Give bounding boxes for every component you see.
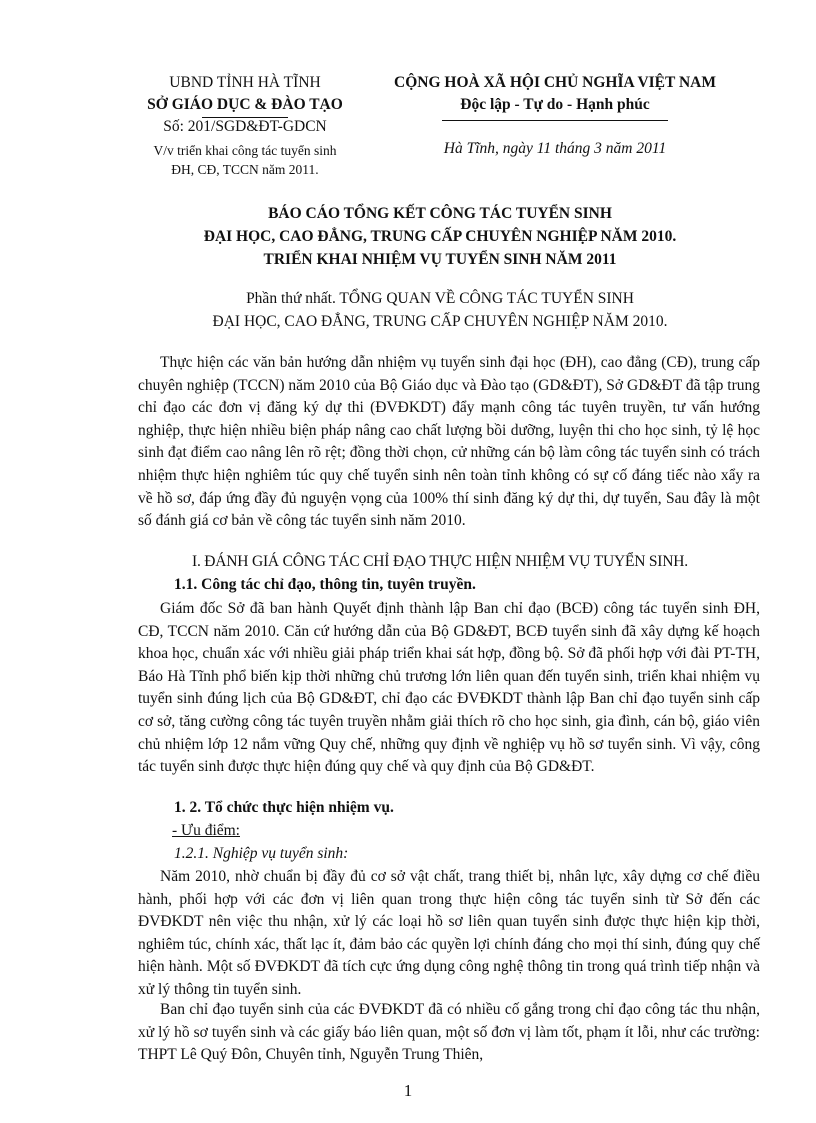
report-title-line-3: TRIỂN KHAI NHIỆM VỤ TUYỂN SINH NĂM 2011 bbox=[263, 251, 617, 268]
section-1-2-1-paragraph: Năm 2010, nhờ chuẩn bị đầy đủ cơ sở vật chất, trang thiết bị, nhân lực, xây dựng cơ chế điều hành, phối hợp với các đơn vị liên quan trong thực hiện công tác tuyển sinh từ Sở đến các ĐVĐKDT nên việc thu nhận, xử lý các loại hồ sơ liên quan tuyển sinh được thực hiện kịp thời, nghiêm túc, chính xác, thất lạc ít, đảm bảo các quyền lợi chính đáng cho mọi thí sinh, đúng quy chế hiện hành. Một số ĐVĐKDT đã tích cực ứng dụng công nghệ thông tin trong quá trình tiếp nhận và xử lý thông tin tuyển sinh. bbox=[138, 868, 760, 998]
header-right-rule bbox=[442, 120, 668, 121]
department-name: SỞ GIÁO DỤC & ĐÀO TẠO bbox=[147, 96, 343, 113]
section-1-2-heading: 1. 2. Tổ chức thực hiện nhiệm vụ. bbox=[174, 799, 394, 816]
document-date: Hà Tĩnh, ngày 11 tháng 3 năm 2011 bbox=[443, 140, 667, 157]
part-one-heading-line-2: ĐẠI HỌC, CAO ĐẲNG, TRUNG CẤP CHUYÊN NGHIỆP NĂM 2010. bbox=[212, 313, 668, 330]
section-1-heading: I. ĐÁNH GIÁ CÔNG TÁC CHỈ ĐẠO THỰC HIỆN NHIỆM VỤ TUYỂN SINH. bbox=[192, 553, 688, 570]
part-one-heading-line-1: Phần thứ nhất. TỔNG QUAN VỀ CÔNG TÁC TUYỂN SINH bbox=[246, 290, 634, 307]
advantages-label: - Ưu điểm: bbox=[172, 822, 240, 839]
report-title-line-2: ĐẠI HỌC, CAO ĐẲNG, TRUNG CẤP CHUYÊN NGHIỆP NĂM 2010. bbox=[203, 228, 677, 245]
subject-line-1: V/v triển khai công tác tuyển sinh bbox=[153, 143, 337, 158]
section-1-2-1-paragraph-2: Ban chỉ đạo tuyển sinh của các ĐVĐKDT đã có nhiều cố gắng trong chỉ đạo công tác thu nhận, xử lý hồ sơ tuyển sinh và các giấy báo liên quan, một số đơn vị làm tốt, phạm ít lỗi, như các trường: THPT Lê Quý Đôn, Chuyên tỉnh, Nguyễn Trung Thiên, bbox=[138, 1001, 760, 1064]
subject-line-2: ĐH, CĐ, TCCN năm 2011. bbox=[171, 162, 319, 177]
agency-name: UBND TỈNH HÀ TĨNH bbox=[169, 74, 321, 91]
section-1-2-1-heading: 1.2.1. Nghiệp vụ tuyển sinh: bbox=[174, 845, 349, 862]
national-title: CỘNG HOÀ XÃ HỘI CHỦ NGHĨA VIỆT NAM bbox=[394, 74, 716, 91]
intro-paragraph: Thực hiện các văn bản hướng dẫn nhiệm vụ tuyển sinh đại học (ĐH), cao đẳng (CĐ), trung cấp chuyên nghiệp (TCCN) năm 2010 của Bộ Giáo dục và Đào tạo (GD&ĐT), Sở GD&ĐT đã tập trung chỉ đạo các đơn vị đăng ký dự thi (ĐVĐKDT) đẩy mạnh công tác tuyên truyền, tư vấn hướng nghiệp, thực hiện nhiều biện pháp nâng cao chất lượng bồi dưỡng, luyện thi cho học sinh, tỷ lệ học sinh đạt điểm cao nâng lên rõ rệt; đồng thời chọn, cử những cán bộ làm công tác tuyển sinh có trách nhiệm thực hiện nghiêm túc quy chế tuyển sinh nên toàn tỉnh không có sự cố đáng tiếc nào xẩy ra về hồ sơ, đáp ứng đầy đủ nguyện vọng của 100% thí sinh đăng ký dự thi, dự tuyển, Sau đây là một số đánh giá cơ bản về công tác tuyển sinh năm 2010. bbox=[138, 354, 760, 530]
report-title-line-1: BÁO CÁO TỔNG KẾT CÔNG TÁC TUYỂN SINH bbox=[268, 205, 612, 222]
document-number: Số: 201/SGD&ĐT-GDCN bbox=[163, 118, 327, 135]
section-1-1-paragraph: Giám đốc Sở đã ban hành Quyết định thành lập Ban chỉ đạo (BCĐ) công tác tuyển sinh ĐH, CĐ, TCCN năm 2010. Căn cứ hướng dẫn của Bộ GD&ĐT, BCĐ tuyển sinh đã xây dựng kế hoạch khoa học, chuẩn xác với nhiều giải pháp triển khai sát hợp, đồng bộ. Sở đã phối hợp với đài PT-TH, Báo Hà Tĩnh phổ biến kịp thời những chủ trương lớn liên quan đến tuyển sinh, triển khai nhiệm vụ tuyển sinh đúng lịch của Bộ GD&ĐT, chỉ đạo các ĐVĐKDT thành lập Ban chỉ đạo tuyển sinh cấp cơ sở, tăng cường công tác tuyên truyền nhằm giải thích rõ cho học sinh, gia đình, cán bộ, giáo viên chủ nhiệm lớp 12 nắm vững Quy chế, những quy định về nghiệp vụ hồ sơ tuyển sinh. Vì vậy, công tác tuyển sinh được thực hiện đúng quy chế và quy định của Bộ GD&ĐT. bbox=[138, 600, 760, 776]
section-1-1-heading: 1.1. Công tác chỉ đạo, thông tin, tuyên truyền. bbox=[174, 576, 476, 593]
national-motto: Độc lập - Tự do - Hạnh phúc bbox=[460, 96, 650, 113]
page-number: 1 bbox=[403, 1081, 413, 1100]
